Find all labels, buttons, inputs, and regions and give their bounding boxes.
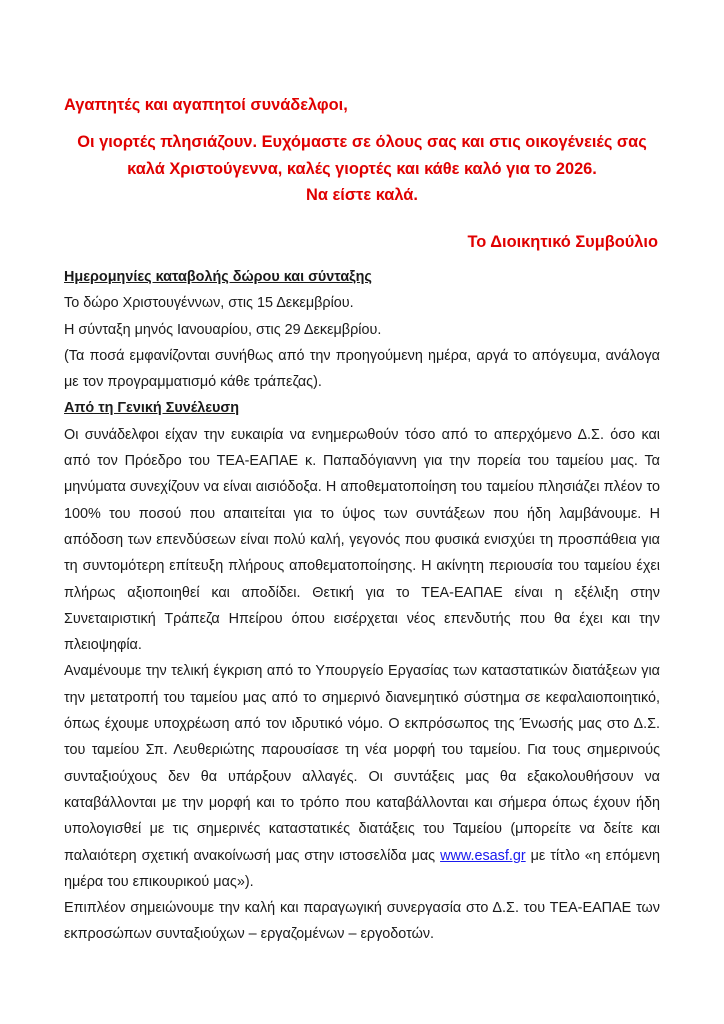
website-link[interactable]: www.esasf.gr: [440, 847, 526, 864]
wishes-line-3: Να είστε καλά.: [306, 186, 418, 204]
section-heading-payment-dates: Ημερομηνίες καταβολής δώρου και σύνταξης: [64, 269, 372, 285]
greeting: Αγαπητές και αγαπητοί συνάδελφοι,: [64, 96, 348, 114]
assembly-paragraph-3: Επιπλέον σημειώνουμε την καλή και παραγωγική συνεργασία στο Δ.Σ. του ΤΕΑ-ΕΑΠΑΕ των εκπροσώπων συνταξιούχων – εργαζομένων – εργοδοτών.: [64, 900, 660, 943]
wishes-line-2: καλά Χριστούγεννα, καλές γιορτές και κάθε καλό για το 2026.: [127, 160, 597, 178]
section-heading-general-assembly: Από τη Γενική Συνέλευση: [64, 400, 240, 417]
assembly-paragraph-2-tail: με τίτλο «η επόμενη ημέρα του επικουρικού μας»).: [64, 847, 660, 890]
body-text: [64, 264, 660, 948]
wishes-line-1: Οι γιορτές πλησιάζουν. Ευχόμαστε σε όλους σας και στις οικογένειές σας: [77, 133, 647, 151]
january-pension-date: Η σύνταξη μηνός Ιανουαρίου, στις 29 Δεκεμβρίου.: [64, 321, 382, 338]
payment-note: (Τα ποσά εμφανίζονται συνήθως από την προηγούμενη ημέρα, αργά το απόγευμα, ανάλογα με τον προγραμματισμό κάθε τράπεζας).: [64, 347, 660, 391]
signature: Το Διοικητικό Συμβούλιο: [467, 233, 658, 251]
assembly-paragraph-1: Οι συνάδελφοι είχαν την ευκαιρία να ενημερωθούν τόσο από το απερχόμενο Δ.Σ. όσο και από τον Πρόεδρο του ΤΕΑ-ΕΑΠΑΕ κ. Παπαδόγιαννη για την πορεία του ταμείου μας. Τα μηνύματα συνεχίζουν να είναι αισιόδοξα. Η αποθεματοποίηση του ταμείου πλησιάζει πλέον το 100% του ποσού που απαιτείται για το ύψος των συντάξεων που ήδη λαμβάνουμε. Η απόδοση των επενδύσεων είναι πολύ καλή, γεγονός που φυσικά ενισχύει τη προσπάθεια για τη συντομότερη επίτευξη πλήρους αποθεματοποίησης. Η ακίνητη περιουσία του ταμείου έχει πλήρως αξιοποιηθεί και αποδίδει. Θετική για το ΤΕΑ-ΕΑΠΑΕ είναι η εξέλιξη στην Συνεταιριστική Τράπεζα Ηπείρου όπου εισέρχεται νέος επενδυτής που θα έχει και την πλειοψηφία.: [64, 426, 660, 654]
assembly-paragraph-2: [64, 658, 660, 895]
assembly-paragraph-2-text: Αναμένουμε την τελική έγκριση από το Υπουργείο Εργασίας των καταστατικών διατάξεων για την μετατροπή του ταμείου μας από το σημερινό διανεμητικό σύστημα σε κεφαλαιοποιητικό, όπως έχουμε υποχρέωση από τον ιδρυτικό νόμο. Ο εκπρόσωπος της Ένωσής μας στο Δ.Σ. του ταμείου Σπ. Λευθεριώτης παρουσίασε τη νέα μορφή του ταμείου. Για τους σημερινούς συνταξιούχους δεν θα υπάρξουν αλλαγές. Οι συντάξεις μας θα εξακολουθήσουν να καταβάλλονται με την μορφή και το τρόπο που καταβάλλονται και σήμερα όπως έχουν ήδη υπολογισθεί με τις σημερινές καταστατικές διατάξεις του Ταμείου (μπορείτε να δείτε και παλαιότερη σχετική ανακοίνωσή μας στην ιστοσελίδα μας: [64, 663, 660, 864]
christmas-bonus-date: Το δώρο Χριστουγέννων, στις 15 Δεκεμβρίου.: [64, 295, 354, 312]
